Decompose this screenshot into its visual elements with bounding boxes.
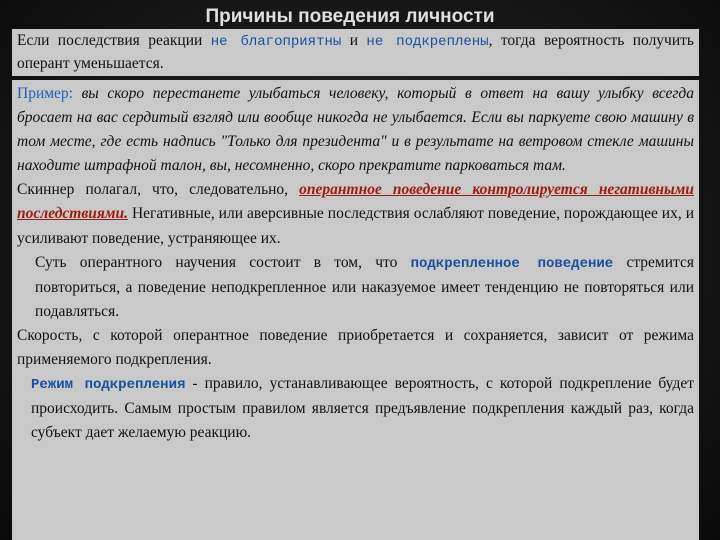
skinner-paragraph [17,178,694,250]
intro-paragraph [12,29,699,76]
intro-highlight-unfavorable: не благоприятны [210,34,342,50]
skinner-text-2: Негативные, или аверсивные последствия ослабляют поведение, порождающее их, и усиливают поведение, устраняющее их. [17,205,694,247]
mode-term: Режим подкрепления [31,377,186,394]
example-label: Пример: [17,85,73,102]
essence-text-2: стремится повториться, а поведение неподкрепленное или наказуемое имеет тенденцию не повторяться или подавляться. [35,253,694,320]
essence-text-1: Суть оперантного научения состоит в том, что [35,253,411,271]
essence-paragraph [17,251,694,324]
mode-paragraph [17,372,694,445]
essence-highlight: подкрепленное поведение [410,255,614,272]
skinner-text-1: Скиннер полагал, что, следовательно, [17,181,300,199]
mode-text: - правило, устанавливающее вероятность, с которой подкрепление будет происходить. Самым простым правилом является предъявление подкрепления каждый раз, когда субъект дает желаемую реакцию. [31,375,694,442]
skinner-red-statement: оперантное поведение контролируется негативными последствиями. [17,181,694,223]
slide-title: Причины поведения личности [205,6,495,27]
example-text: вы скоро перестанете улыбаться человеку, который в ответ на вашу улыбку всегда бросает на вас сердитый взгляд или вообще никогда не улыбается. Если вы паркуете свою машину в том месте, где есть надпись "Только для президента" и в результате на ветровом стекле машины находите штрафной талон, вы, несомненно, скоро прекратите парковаться там. [17,85,694,175]
example-paragraph [17,82,694,178]
intro-highlight-unreinforced: не подкреплены [366,34,489,50]
main-text-block [12,80,699,540]
intro-text-3: , тогда вероятность получить оперант уменьшается. [17,32,694,72]
intro-text-1: Если последствия реакции [17,32,211,49]
intro-text-2: и [341,32,367,49]
speed-paragraph: Скорость, с которой оперантное поведение приобретается и сохраняется, зависит от режима применяемого подкрепления. [17,326,694,369]
